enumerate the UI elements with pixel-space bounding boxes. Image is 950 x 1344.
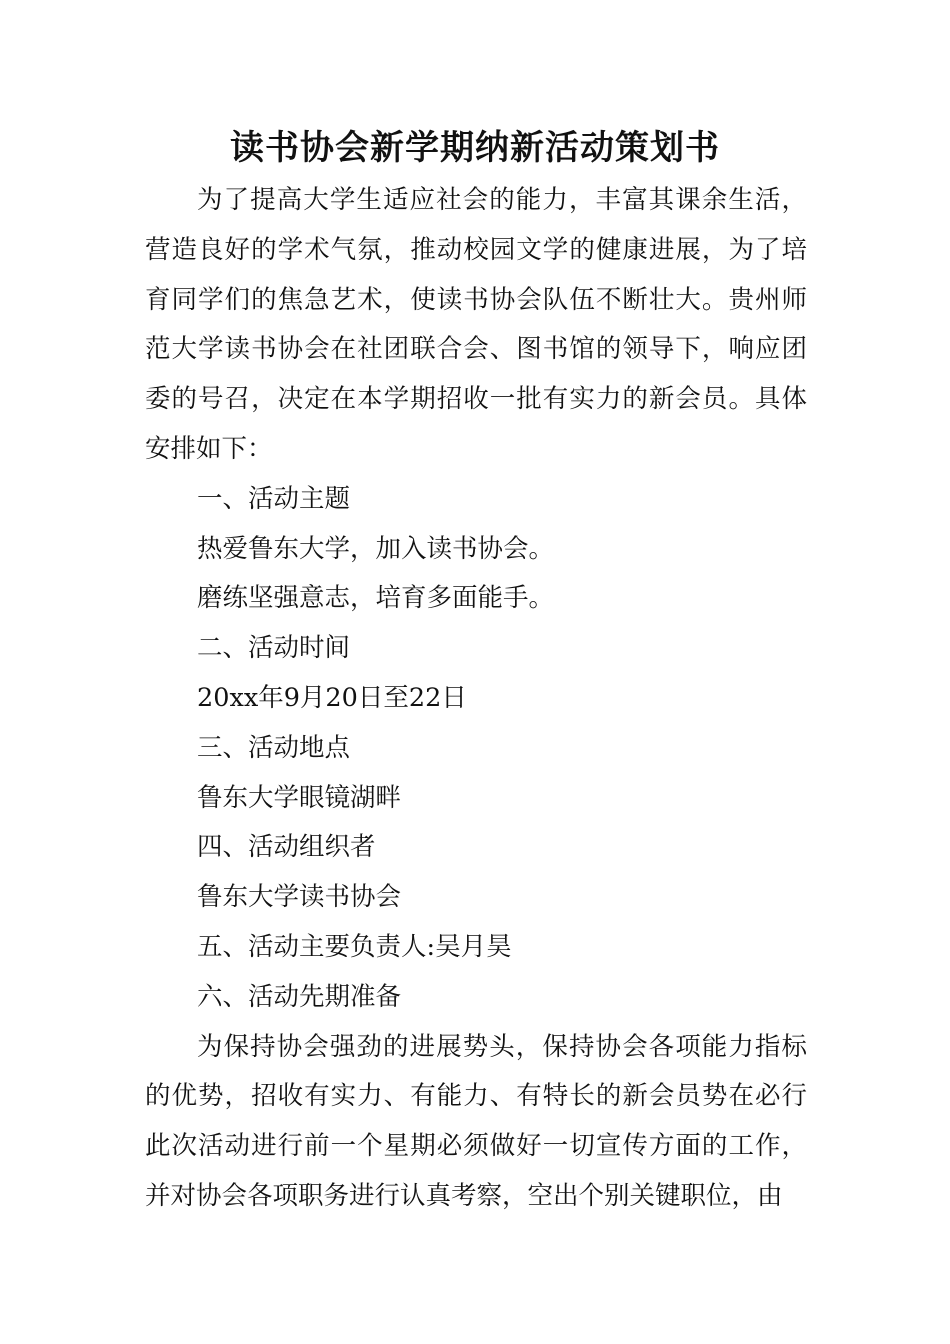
place-value: 鲁东大学眼镜湖畔 xyxy=(197,782,402,813)
document-body xyxy=(145,176,807,1222)
organizer-value: 鲁东大学读书协会 xyxy=(197,882,402,913)
leader-line: 五、活动主要负责人:吴月昊 xyxy=(197,931,512,962)
theme-line-1: 热爱鲁东大学，加入读书协会。 xyxy=(197,533,555,564)
theme-heading: 一、活动主题 xyxy=(197,483,351,514)
place-heading: 三、活动地点 xyxy=(197,732,351,763)
prep-heading: 六、活动先期准备 xyxy=(197,981,402,1012)
document-title: 读书协会新学期纳新活动策划书 xyxy=(230,128,720,168)
theme-line-2: 磨练坚强意志，培育多面能手。 xyxy=(197,583,555,614)
organizer-heading: 四、活动组织者 xyxy=(197,832,376,863)
intro-paragraph: 为了提高大学生适应社会的能力，丰富其课余生活，营造良好的学术气氛，推动校园文学的健康进展，为了培育同学们的焦急艺术，使读书协会队伍不断壮大。贵州师范大学读书协会在社团联合会、图书馆的领导下，响应团委的号召，决定在本学期招收一批有实力的新会员。具体安排如下： xyxy=(145,185,807,464)
prep-paragraph: 为保持协会强劲的进展势头，保持协会各项能力指标的优势，招收有实力、有能力、有特长的新会员势在必行此次活动进行前一个星期必须做好一切宣传方面的工作，并对协会各项职务进行认真考察，空出个别关键职位，由 xyxy=(145,1031,807,1211)
time-value: 20xx年9月20日至22日 xyxy=(197,682,467,713)
time-heading: 二、活动时间 xyxy=(197,633,351,664)
